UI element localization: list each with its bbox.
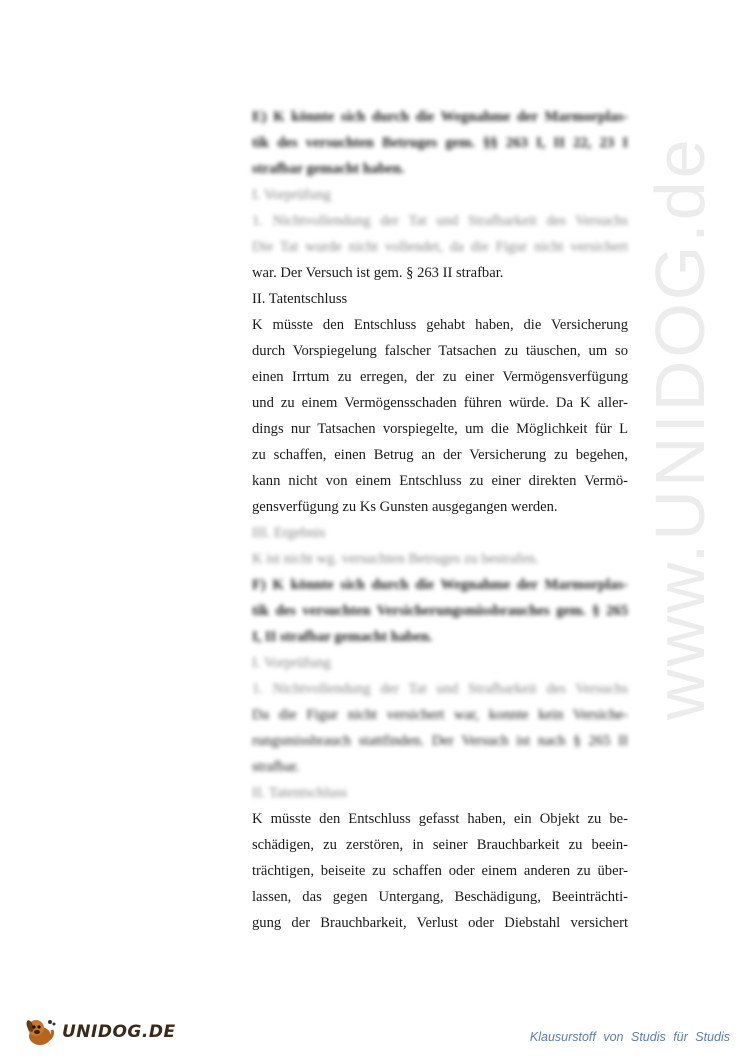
text-line: zu schaffen, einen Betrug an der Versicherung zu begehen, <box>252 447 628 463</box>
text-line: kann nicht von einem Entschluss zu einer direkten Vermö- <box>252 473 628 489</box>
text-line: strafbar gemacht haben. <box>252 161 405 177</box>
text-line: 1. Nichtvollendung der Tat und Strafbarkeit des Versuchs <box>252 213 628 229</box>
text-line: I, II strafbar gemacht haben. <box>252 629 433 645</box>
text-line: und zu einem Vermögensschaden führen würde. Da K aller- <box>252 395 628 411</box>
text-line: I. Vorprüfung <box>252 655 331 671</box>
text-line: rungsmissbrauch stattfinden. Der Versuch ist nach § 265 II <box>252 733 628 749</box>
text-line: F) K könnte sich durch die Wegnahme der Marmorplas- <box>252 577 628 593</box>
unidog-logo[interactable] <box>22 1014 176 1050</box>
text-line: strafbar. <box>252 759 300 775</box>
text-line: K müsste den Entschluss gefasst haben, ein Objekt zu be- <box>252 811 628 827</box>
document-body <box>252 104 628 936</box>
text-line: Die Tat wurde nicht vollendet, da die Figur nicht versichert <box>252 239 628 255</box>
text-line: II. Tatentschluss <box>252 291 348 307</box>
text-line: III. Ergebnis <box>252 525 326 541</box>
text-line: K ist nicht wg. versuchten Betruges zu bestrafen. <box>252 551 539 567</box>
text-line: war. Der Versuch ist gem. § 263 II strafbar. <box>252 265 504 281</box>
text-line: 1. Nichtvollendung der Tat und Strafbarkeit des Versuchs <box>252 681 628 697</box>
text-line: I. Vorprüfung <box>252 187 331 203</box>
text-line: K müsste den Entschluss gehabt haben, die Versicherung <box>252 317 628 333</box>
text-line: Da die Figur nicht versichert war, konnte kein Versiche- <box>252 707 628 723</box>
text-line: tik des versuchten Versicherungsmissbrauches gem. § 265 <box>252 603 628 619</box>
text-line: E) K könnte sich durch die Wegnahme der Marmorplas- <box>252 109 628 125</box>
text-line: schädigen, zu zerstören, in seiner Brauchbarkeit zu beein- <box>252 837 628 853</box>
text-line: durch Vorspiegelung falscher Tatsachen zu täuschen, um so <box>252 343 628 359</box>
dog-mascot-icon <box>22 1014 58 1050</box>
text-line: II. Tatentschluss <box>252 785 348 801</box>
text-line: trächtigen, beiseite zu schaffen oder einem anderen zu über- <box>252 863 628 879</box>
text-line: gung der Brauchbarkeit, Verlust oder Diebstahl versichert <box>252 915 628 931</box>
text-line: lassen, das gegen Untergang, Beschädigung, Beeinträchti- <box>252 889 628 905</box>
text-line: dings nur Tatsachen vorspiegelte, um die Möglichkeit für L <box>252 421 628 437</box>
logo-text: UNIDOG.DE <box>62 1022 176 1042</box>
text-line: einen Irrtum zu erregen, der zu einer Vermögensverfügung <box>252 369 628 385</box>
watermark: www.UNIDOG.de <box>641 136 719 720</box>
text-line: tik des versuchten Betruges gem. §§ 263 I, II 22, 23 I <box>252 135 628 151</box>
text-line: gensverfügung zu Ks Gunsten ausgegangen werden. <box>252 499 558 515</box>
footer-tagline: Klausurstoff von Studis für Studis <box>529 1030 730 1044</box>
